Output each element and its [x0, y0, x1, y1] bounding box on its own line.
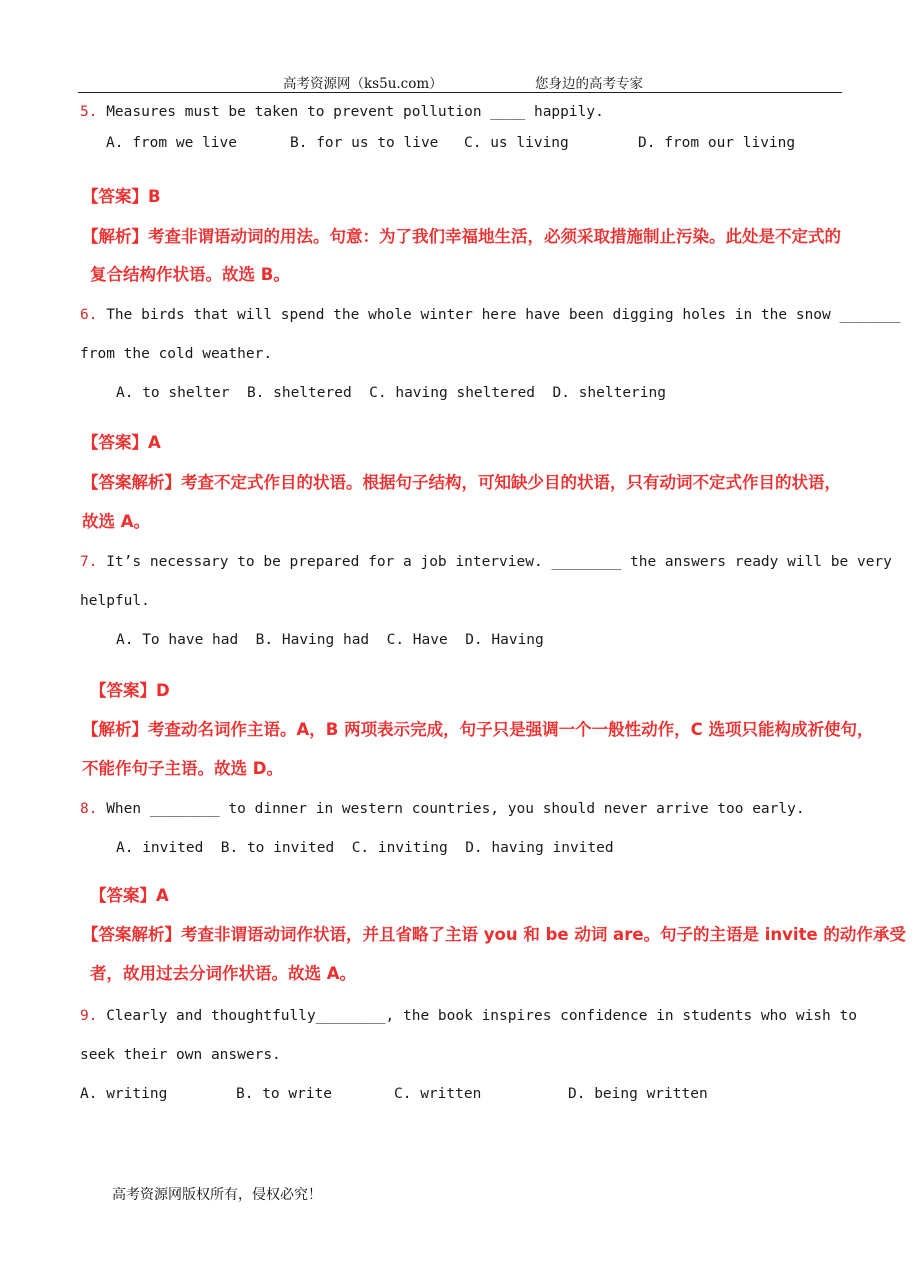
page-footer: 高考资源网版权所有，侵权必究！	[112, 1187, 322, 1203]
question-5-explanation-line1: 【解析】考查非谓语动词的用法。句意：为了我们幸福地生活，必须采取措施制止污染。此处是不定式的	[82, 227, 841, 246]
question-7-stem	[80, 554, 892, 570]
question-text: Clearly and thoughtfully________, the book inspires confidence in students who wish to	[106, 1008, 857, 1024]
question-6-answer: 【答案】A	[82, 433, 161, 452]
question-6-explanation-line2: 故选 A。	[82, 512, 151, 531]
header-site-name: 高考资源网（ks5u.com）	[283, 76, 443, 92]
question-5-option-c: C. us living	[464, 135, 569, 151]
question-text: It’s necessary to be prepared for a job interview. ________ the answers ready will be very	[106, 554, 892, 570]
question-5-answer: 【答案】B	[82, 187, 161, 206]
question-8-options: A. invited B. to invited C. inviting D. having invited	[116, 840, 614, 856]
question-8-explanation-line2: 者，故用过去分词作状语。故选 A。	[90, 964, 357, 983]
question-number: 7.	[80, 554, 98, 570]
question-6-stem-continued: from the cold weather.	[80, 346, 273, 362]
question-number: 9.	[80, 1008, 98, 1024]
question-5-explanation-line2: 复合结构作状语。故选 B。	[90, 265, 290, 284]
question-6-options: A. to shelter B. sheltered C. having sheltered D. sheltering	[116, 385, 666, 401]
question-8-answer: 【答案】A	[90, 886, 169, 905]
question-number: 8.	[80, 801, 98, 817]
question-6-explanation-line1: 【答案解析】考查不定式作目的状语。根据句子结构，可知缺少目的状语，只有动词不定式作目的状语，	[82, 473, 841, 492]
question-number: 6.	[80, 307, 98, 323]
question-7-options: A. To have had B. Having had C. Have D. Having	[116, 632, 544, 648]
question-5-option-d: D. from our living	[638, 135, 796, 151]
question-9-stem	[80, 1008, 857, 1024]
header-slogan: 您身边的高考专家	[535, 76, 643, 92]
question-text: The birds that will spend the whole winter here have been digging holes in the snow _______	[106, 307, 901, 323]
question-text: When ________ to dinner in western countries, you should never arrive too early.	[106, 801, 805, 817]
question-9-option-d: D. being written	[568, 1086, 708, 1102]
question-7-stem-continued: helpful.	[80, 593, 150, 609]
question-5-option-b: B. for us to live	[290, 135, 439, 151]
question-8-explanation-line1: 【答案解析】考查非谓语动词作状语，并且省略了主语 you 和 be 动词 are。句子的主语是 invite 的动作承受	[82, 925, 906, 944]
question-5-option-a: A. from we live	[106, 135, 237, 151]
page-header	[78, 68, 842, 93]
question-9-option-c: C. written	[394, 1086, 482, 1102]
question-7-answer: 【答案】D	[90, 681, 170, 700]
question-9-option-b: B. to write	[236, 1086, 333, 1102]
question-8-stem	[80, 801, 805, 817]
question-text: Measures must be taken to prevent pollution ____ happily.	[106, 104, 604, 120]
question-5-stem	[80, 104, 604, 120]
question-7-explanation-line1: 【解析】考查动名词作主语。A，B 两项表示完成，句子只是强调一个一般性动作，C 选项只能构成祈使句，	[82, 720, 874, 739]
question-number: 5.	[80, 104, 98, 120]
question-7-explanation-line2: 不能作句子主语。故选 D。	[82, 759, 283, 778]
question-6-stem	[80, 307, 901, 323]
question-9-option-a: A. writing	[80, 1086, 168, 1102]
question-9-stem-continued: seek their own answers.	[80, 1047, 281, 1063]
